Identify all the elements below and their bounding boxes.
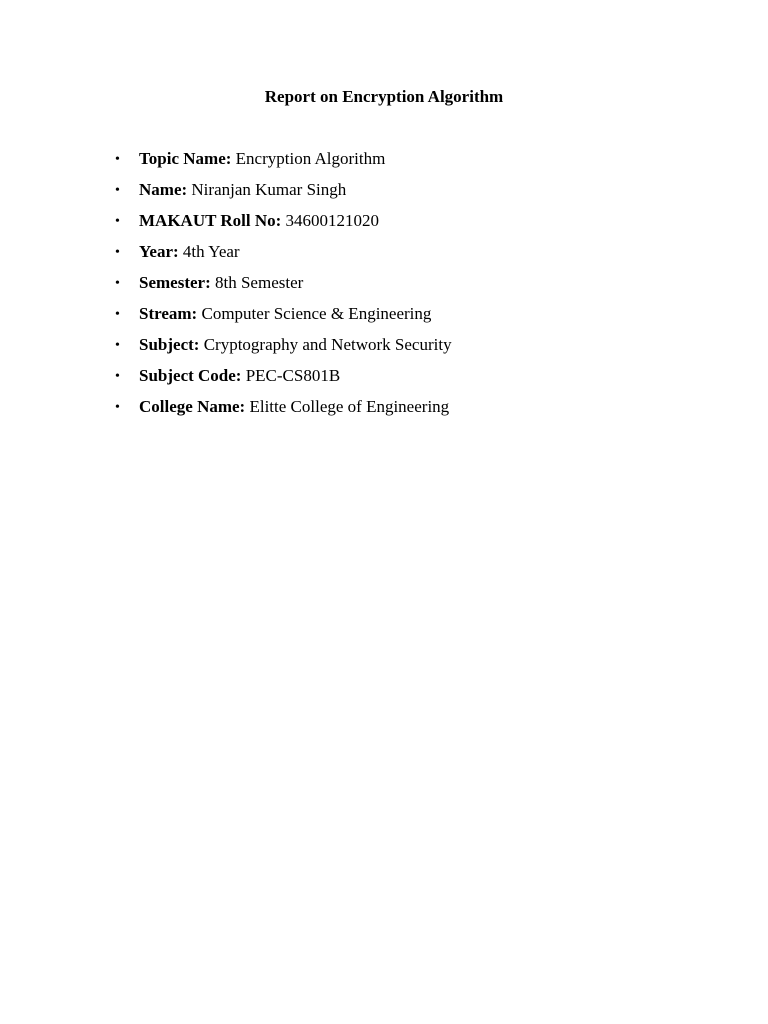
field-value: 34600121020	[285, 211, 380, 230]
list-item-text	[139, 240, 240, 264]
field-label: Stream:	[139, 304, 198, 323]
field-value: PEC-CS801B	[245, 366, 341, 385]
bullet-icon: •	[115, 152, 120, 167]
list-item-text	[139, 333, 452, 357]
bullet-icon: •	[115, 338, 120, 353]
list-item-text	[139, 271, 303, 295]
field-value: Niranjan Kumar Singh	[191, 180, 347, 199]
field-label: Semester:	[139, 273, 211, 292]
field-label: College Name:	[139, 397, 246, 416]
field-label: MAKAUT Roll No:	[139, 211, 282, 230]
list-item-name	[0, 178, 768, 209]
list-item-text	[139, 364, 340, 388]
bullet-icon: •	[115, 276, 120, 291]
field-label: Subject Code:	[139, 366, 242, 385]
bullet-icon: •	[115, 245, 120, 260]
bullet-icon: •	[115, 214, 120, 229]
list-item-text	[139, 395, 449, 419]
list-item-topic-name	[0, 147, 768, 178]
list-item-text	[139, 302, 431, 326]
list-item-semester	[0, 271, 768, 302]
document-title: Report on Encryption Algorithm	[264, 87, 504, 106]
list-item-text	[139, 209, 379, 233]
list-item-year	[0, 240, 768, 271]
list-item-text	[139, 147, 385, 171]
list-item-text	[139, 178, 346, 202]
field-value: Encryption Algorithm	[235, 149, 386, 168]
field-label: Topic Name:	[139, 149, 232, 168]
field-value: Cryptography and Network Security	[203, 335, 452, 354]
field-value: 4th Year	[182, 242, 240, 261]
field-label: Name:	[139, 180, 188, 199]
details-list	[0, 147, 768, 426]
list-item-subject	[0, 333, 768, 364]
bullet-icon: •	[115, 369, 120, 384]
field-label: Year:	[139, 242, 179, 261]
field-value: Computer Science & Engineering	[201, 304, 432, 323]
bullet-icon: •	[115, 183, 120, 198]
list-item-college-name	[0, 395, 768, 426]
bullet-icon: •	[115, 307, 120, 322]
list-item-roll-no	[0, 209, 768, 240]
field-value: Elitte College of Engineering	[249, 397, 450, 416]
list-item-stream	[0, 302, 768, 333]
bullet-icon: •	[115, 400, 120, 415]
field-value: 8th Semester	[215, 273, 304, 292]
field-label: Subject:	[139, 335, 200, 354]
list-item-subject-code	[0, 364, 768, 395]
